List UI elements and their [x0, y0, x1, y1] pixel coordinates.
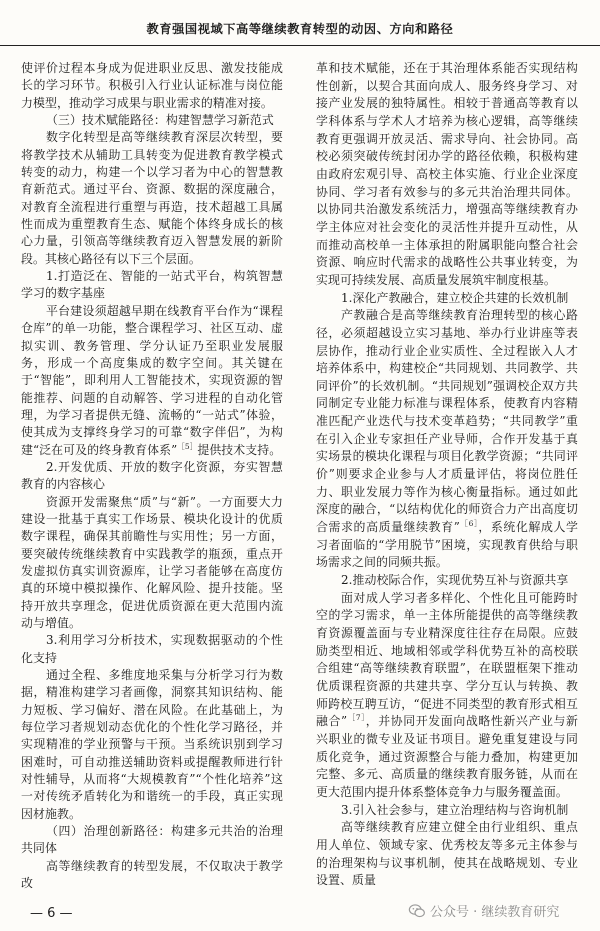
- section-heading: [21, 823, 283, 858]
- paragraph-text: 2.开发优质、开放的数字化资源，夯实智慧教育的内容核心: [21, 459, 283, 492]
- paragraph-text-tail: 提供技术支持。: [197, 442, 282, 457]
- watermark: [408, 901, 559, 920]
- watermark-text: 公众号 · 继续教育研究: [430, 905, 560, 920]
- body-paragraph: [316, 819, 578, 890]
- paragraph-text-tail: ，并协同开发面向战略性新兴产业与新兴职业的微专业及证书项目。避免重复建设与同质化竞争，通过资源整合与能力叠加，构建更加完整、多元、高质量的继续教育服务链，从而在更大范围内提升体系整体竞争力与服务覆盖面。: [316, 714, 579, 799]
- paragraph-text: 数字化转型是高等继续教育深层次转型，要将教学技术从辅助工具转变为促进教育教学模式转变的动力，构建一个以学习者为中心的智慧教育新范式。通过平台、资源、数据的深度融合，对教育全流程进行重塑与再造，技术超越工具属性而成为重塑教育生态、赋能个体终身成长的核心力量，引领高等继续教育迈入智慧发展的新阶段。其核心路径有以下三个层面。: [21, 130, 283, 266]
- paragraph-text: 面对成人学习者多样化、个性化且可能跨时空的学习需求，单一主体所能提供的高等继续教育资源覆盖面与专业精深度往往存在局限。应鼓励类型相近、地域相邻或学科优势互补的高校联合组建“高等继续教育联盟”，在联盟框架下推动优质课程资源的共建共享、学分互认与转换、教师跨校互聘互访，“促进不同类型的教育形式相互融合”: [316, 590, 578, 729]
- paragraph-text: 平台建设须超越早期在线教育平台作为“课程仓库”的单一功能，整合课程学习、社区互动、虚拟实训、教务管理、学分认证乃至职业发展服务，形成一个高度集成的数字空间。其关键在于“智能”，即利用人工智能技术，实现资源的智能推荐、问题的自动解答、学习进程的自动化管理，为学习者提供无缝、流畅的“一站式”体验，使其成为支撑终身学习的可靠“数字伴侣”，为构建“泛在可及的终身教育体系”: [21, 303, 283, 457]
- paragraph-text: 使评价过程本身成为促进职业反思、激发技能成长的学习环节。积极引入行业认证标准与岗位能力模型，推动学习成果与职业需求的精准对接。: [21, 61, 283, 110]
- subsection-heading: [21, 268, 283, 303]
- citation-marker: ［5］: [177, 441, 198, 451]
- body-paragraph: [21, 129, 283, 268]
- left-text-column: [21, 60, 283, 893]
- body-paragraph: [21, 494, 283, 633]
- citation-marker: ［7］: [347, 713, 366, 723]
- wechat-icon: [408, 902, 426, 920]
- subsection-heading: [316, 802, 578, 820]
- paragraph-text: 2.推动校际合作，实现优势互补与资源共享: [341, 573, 569, 588]
- paragraph-text: 通过全程、多维度地采集与分析学习行为数据，精准构建学习者画像，洞察其知识结构、能力短板、学习偏好、潜在风险。在此基础上，为每位学习者规划动态优化的个性化学习路径，并实现精准的学业预警与干预。当系统识别到学习困难时，可自动推送辅助资料或提醒教师进行针对性辅导，从而将“大规模教育”“个性化培养”这一对传统矛盾转化为和谐统一的手段，真正实现因材施教。: [21, 668, 283, 821]
- body-paragraph: [21, 667, 283, 823]
- body-paragraph: [21, 858, 283, 893]
- paragraph-text: 革和技术赋能，还在于其治理体系能否实现结构性创新，以契合其面向成人、服务终身学习、对接产业发展的独特属性。相较于普通高等教育以学科体系与学术人才培养为核心逻辑，高等继续教育更强调开放灵活、需求导向、社会协同。高校必须突破传统封闭办学的路径依赖，积极构建由政府宏观引导、高校主体实施、行业企业深度协同、学习者有效参与的多元共治治理共同体。以协同共治激发系统活力，增强高等继续教育办学主体应对社会变化的灵活性并提升互动性，从而推动高校单一主体承担的附属职能向整合社会资源、响应时代需求的战略性公共事业转变，为实现可持续发展、高质量发展筑牢制度根基。: [316, 61, 578, 287]
- subsection-heading: [21, 632, 283, 667]
- running-header: [0, 0, 600, 46]
- body-paragraph: [316, 307, 578, 572]
- paragraph-text: 3.引入社会参与，建立治理结构与咨询机制: [341, 802, 569, 817]
- paragraph-text: 高等继续教育应建立健全由行业组织、重点用人单位、领域专家、优秀校友等多元主体参与的治理架构与议事机制，使其在战略规划、专业设置、质量: [316, 820, 578, 888]
- running-header-title: 教育强国视域下高等继续教育转型的动因、方向和路径: [146, 22, 454, 36]
- paragraph-text-tail: ，系统化解成人学习者面临的“学用脱节”困境，实现教育供给与职场需求之间的同频共振。: [316, 520, 578, 570]
- paragraph-text: （三）技术赋能路径：构建智慧学习新范式: [46, 113, 274, 128]
- paragraph-text: （四）治理创新路径：构建多元共治的治理共同体: [21, 824, 283, 856]
- body-paragraph: [316, 590, 578, 802]
- paragraph-text: 1.打造泛在、智能的一站式平台，构筑智慧学习的数字基座: [21, 269, 283, 301]
- body-paragraph-continued: [21, 60, 283, 112]
- paragraph-text: 1.深化产教融合，建立校企共建的长效机制: [341, 290, 569, 305]
- page-number: — 6 —: [30, 906, 73, 921]
- paragraph-text: 3.利用学习分析技术，实现数据驱动的个性化支持: [21, 633, 283, 665]
- paragraph-text: 产教融合是高等继续教育治理转型的核心路径，必须超越设立实习基地、举办行业讲座等表层协作，推动行业企业实质性、全过程嵌入人才培养体系中，构建校企“共同规划、共同教学、共同评价”的长效机制。“共同规划”强调校企双方共同制定专业能力标准与课程体系，使教育内容精准匹配产业迭代与技术变革趋势；“共同教学”重在引入企业专家担任产业导师，合作开发基于真实场景的模块化课程与项目化教学资源；“共同评价”则要求企业参与人才质量评估，将岗位胜任力、职业发展力等作为核心衡量指标。通过如此深度的融合，“以结构优化的师资合力产出高度切合需求的高质量继续教育”: [316, 308, 578, 535]
- subsection-heading: [316, 290, 578, 308]
- right-text-column: [316, 60, 578, 890]
- body-paragraph-continued: [316, 60, 578, 290]
- citation-marker: ［6］: [459, 519, 479, 529]
- body-paragraph: [21, 303, 283, 459]
- subsection-heading: [21, 459, 283, 494]
- section-heading: [21, 112, 283, 129]
- paragraph-text: 高等继续教育的转型发展，不仅取决于教学改: [21, 858, 283, 891]
- subsection-heading: [316, 572, 578, 590]
- paragraph-text: 资源开发需聚焦“质”与“新”。一方面要大力建设一批基于真实工作场景、模块化设计的优质数字课程，确保其前瞻性与实用性；另一方面，要突破传统继续教育中实践教学的瓶颈，重点开发虚拟仿真实训资源库，让学习者能够在高度仿真的环境中模拟操作、化解风险、提升技能。坚持开放共享理念，促进优质资源在更大范围内流动与增值。: [21, 494, 283, 630]
